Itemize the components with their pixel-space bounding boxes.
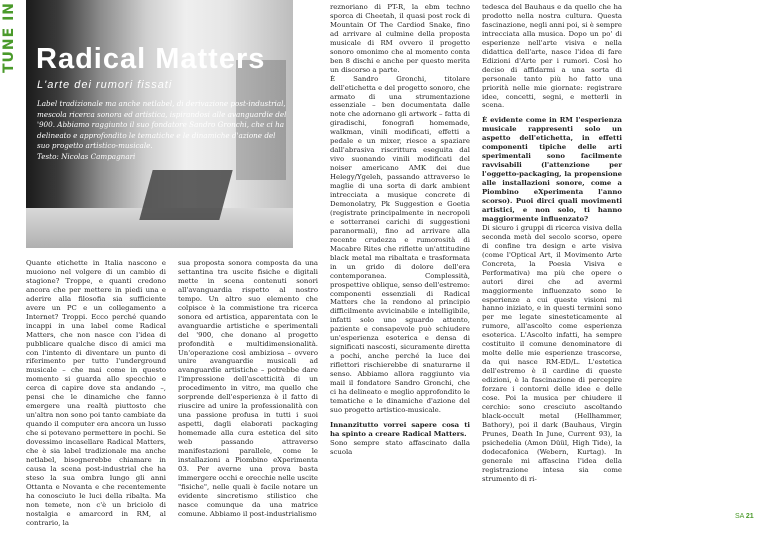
text-column-4 [482,3,622,484]
author-credit: Testo: Nicolas Campagnari [37,151,136,161]
magazine-name: SA [735,513,744,520]
photo-object [139,170,232,220]
column-2-text: sua proposta sonora composta da una settantina tra uscite fisiche e digitali mette in scena contenuti sonori all'avanguardia rispetto al nostro tempo. Un altro suo elemento che colpisce è la commistione tra ricerca sonora ed artistica, apparentata con le avanguardie artistiche e sperimentali del '900, che donano al progetto profondità e multidimensionalità. Un'operazione così ambiziosa – ovvero unire avanguardie musicali ad avanguardie artistiche – potrebbe dare l'impressione dell'ascetticità di un procedimento in vitro, ma quello che sorprende dell'esperienza è il fatto di riuscire ad unire la professionalità con una passione profusa in tutti i suoi aspetti, dagli elaborati packaging homemade alla cura estetica del sito web passando attraverso manifestazioni parallele, come le installazioni a Piombino eXperimenta 03. Per averne una prova basta immergere occhi e orecchie nelle uscite "fisiche", nelle quali è facile notare un evidente sincretismo stilistico che nasce comunque da una matrice comune. Abbiamo il post-industrialismo [178,259,318,518]
interview-answer-1-start: Sono sempre stato affascinato dalla scuola [330,438,470,456]
article-title: Radical Matters [36,43,266,75]
interview-question-1: Innanzitutto vorrei sapere cosa ti ha spinto a creare Radical Matters. [330,420,470,438]
section-tag-text: TUNE IN [1,2,17,73]
text-column-2 [178,259,318,519]
interview-question-2: È evidente come in RM l'esperienza musicale rappresenti solo un aspetto dell'etichetta, in effetti componenti tipiche delle arti sperimentali sono facilmente ravvisabili (l'attenzione per l'oggetto-packaging, la propensione alle installazioni sonore, come a Piombino eXperimenta l'anno scorso). Puoi dirci quali movimenti artistici, e non solo, ti hanno maggiormente influenzato? [482,116,622,223]
section-tag [0,0,17,85]
column-1-text: Quante etichette in Italia nascono e muoiono nel volgere di un cambio di stagione? Troppe, e quanti credono ancora che per mettere in piedi una e aderire alla filosofia sia sufficiente avere un PC e un collegamento a Internet? Troppi. Ecco perché quando incappi in una label come Radical Matters, che non nasce con l'idea di pubblicare qualche disco di amici ma con l'intento di diventare un punto di riferimento per tutto l'underground musicale – che mai come in questo momento si guarda allo specchio e cerca di capire dove sta andando –, pensi che le dinamiche che fanno emergere una realtà piuttosto che un'altra non sono poi tanto cambiate da quando il computer era ancora un lusso che si potevano permettere in pochi. Se dovessimo incasellare Radical Matters, che è sia label tradizionale ma anche netlabel, bisognerebbe chiamare in causa la scena post-industrial che ha steso la sua ombra lungo gli anni Ottanta e Novanta e che recentemente ha conosciuto le luci della ribalta. Ma non temete, non c'è un briciolo di nostalgia e amarcord in RM, al contrario, la [26,259,166,527]
text-column-1 [26,259,166,528]
article-subtitle: L'arte dei rumori fissati [37,79,173,91]
article-intro [37,99,287,163]
interview-answer-2: Di sicuro i gruppi di ricerca visiva della seconda metà del secolo scorso, opere di confine tra design e arte visiva (come l'Optical Art, il Movimento Arte Concreta, la Poesia Visiva e Performativa) ma più che opere o autori direi che ad avermi maggiormente influenzato sono le esperienze a cui queste visioni mi hanno iniziato, e in questi termini sono per me legate sinesteticamente al rumore, all'ascolto come esperienza esoterica. L'Ascolto infatti, ha sempre costituito il comune denominatore di molte delle mie esperienze trascorse, da qui nasce RM-ED/L. L'estetica dell'estremo è il cardine di queste edizioni, è la fascinazione di percepire forzare i contorni delle idee e delle cose. Poi la musica per chiudere il cerchio: sono cresciuto ascoltando black-occult metal (Hellhammer, Bathory), poi il dark (Bauhaus, Virgin Prunes, Death In June, Current 93), la psichedelia (Amon Düül, High Tide), la dodecafonica (Webern, Kurtag). In generale mi affascina l'idea della registrazione intesa sia come strumento di ri- [482,223,622,483]
column-3-paragraph-1: reznoriano di PT-R, la ebm techno sporca di Cheetah, il quasi post rock di Mountain Of The Cardiod Snake, fino ad arrivare al culmine della proposta musicale di RM ovvero il progetto sonoro omonimo che al momento conta ben 8 dischi e anche per questo merita un discorso a parte. [330,3,470,74]
intro-text: Label tradizionale ma anche netlabel, di derivazione post-industrial, mescola ricerca sonora ed artistica, ispirandosi alle avanguardie del '900. Abbiamo raggiunto il suo fondatore Sandro Gronchi, che ci ha delineato e approfondito le tematiche e le dinamiche d'azione del suo progetto artistico-musicale. [37,99,287,151]
interview-answer-1-end: tedesca del Bauhaus e da quello che ha prodotto nella nostra cultura. Questa fascinazione, negli anni poi, si è sempre intrecciata alla musica. Dopo un po' di esperienze nell'arte visiva e nella didattica dell'arte, nasce l'idea di fare Edizioni d'Arte per i rumori. Così ho deciso di affidarmi a una sorta di personale tanto più ho fatto una priorità nelle mie giornate: registrare idee, concetti, segni, e metterli in scena. [482,3,622,110]
column-3-paragraph-2: È Sandro Gronchi, titolare dell'etichetta e del progetto sonoro, che armato di una strumentazione essenziale – ben documentata dalle note che adornano gli artwork – fatta di giradischi, fonografi homemade, walkman, vinili modificati, effetti a pedale e un mixer, riesce a spaziare dall'abrasiva riscrittura eseguita dal vivo suonando vinili modificati del noiser americano AMK dei due Helegy/Ygeleh, passando attraverso le maglie di una sorta di dark ambient intrecciata a musique concrete di Demonolatry, Pk Suggestion e Goetia (registrate principalmente in necropoli e sotterranei carichi di suggestioni paranormali), fino ad arrivare alla recente crudezza e rumorosità di Macabre Rites che riflette un'attitudine black metal ma ribaltata e trasformata in un grido di dolore dell'era contemporanea. Complessità, prospettive oblique, senso dell'estremo: componenti essenziali di Radical Matters che la rendono al principio difficilmente avvicinabile e intelligibile, infatti solo uno sguardo attento, paziente e consapevole può schiudere un'esperienza esoterica e densa di significati nascosti, sicuramente diretta a pochi, anche perché la luce dei riflettori rischierebbe di snaturarne il senso. Abbiamo allora raggiunto via mail il fondatore Sandro Gronchi, che ci ha delineato e meglio approfondito le tematiche e le dinamiche d'azione del suo progetto artistico-musicale. [330,74,470,414]
text-column-3 [330,3,470,457]
page-number: 21 [745,513,754,520]
page-folio [735,513,754,520]
